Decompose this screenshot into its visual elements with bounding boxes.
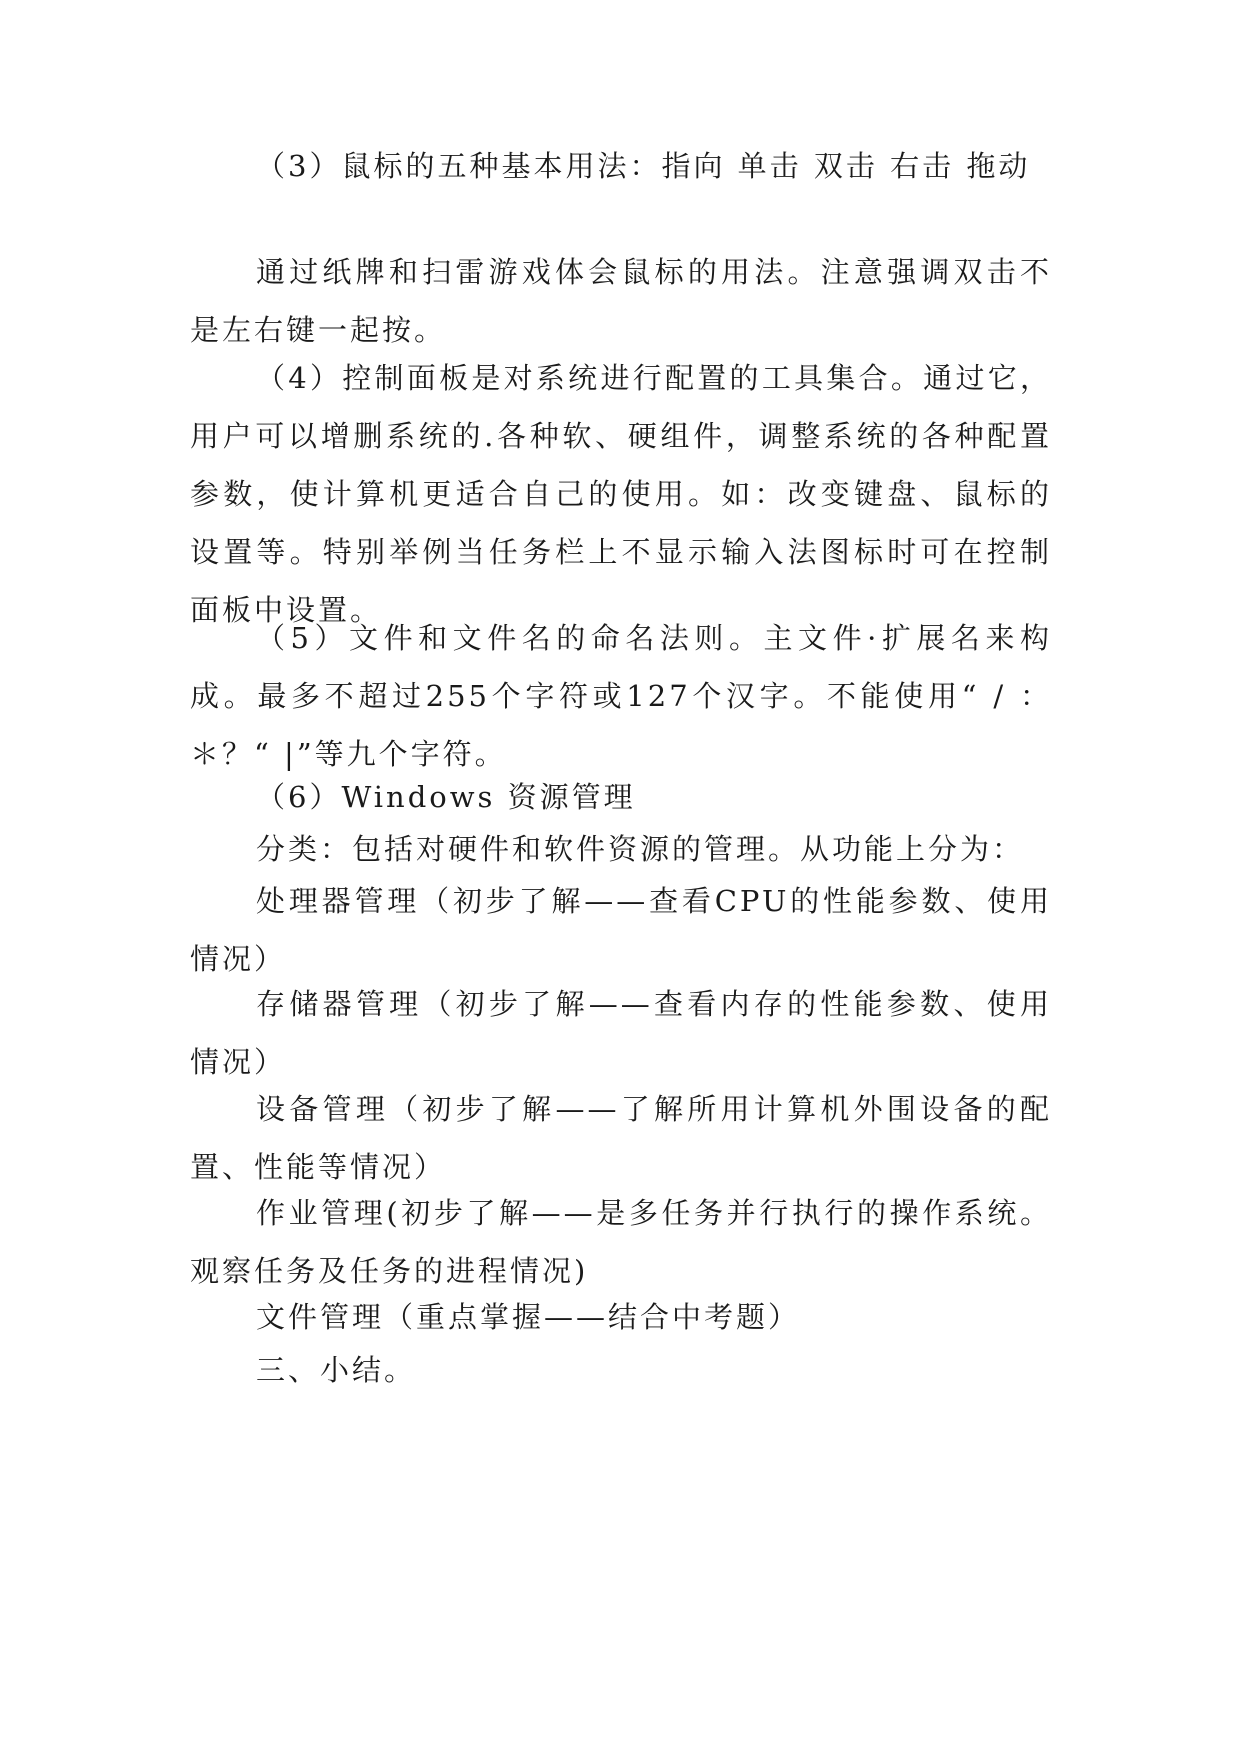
paragraph-device-management: 设备管理（初步了解——了解所用计算机外围设备的配置、性能等情况） (190, 1092, 1052, 1184)
paragraph-summary-heading: 三、小结。 (256, 1353, 417, 1387)
paragraph-mouse-usage: （3）鼠标的五种基本用法：指向 单击 双击 右击 拖动 (256, 149, 1031, 183)
paragraph-processor-management: 处理器管理（初步了解——查看CPU的性能参数、使用情况） (190, 884, 1052, 976)
paragraph-mouse-practice: 通过纸牌和扫雷游戏体会鼠标的用法。注意强调双击不是左右键一起按。 (190, 255, 1052, 347)
paragraph-classification: 分类：包括对硬件和软件资源的管理。从功能上分为： (256, 832, 1025, 866)
paragraph-file-management: 文件管理（重点掌握——结合中考题） (256, 1300, 801, 1334)
paragraph-control-panel: （4）控制面板是对系统进行配置的工具集合。通过它，用户可以增删系统的.各种软、硬组件，调整系统的各种配置参数，使计算机更适合自己的使用。如：改变键盘、鼠标的设置等。特别举例当任务栏上不显示输入法图标时可在控制面板中设置。 (190, 361, 1052, 627)
paragraph-job-management: 作业管理(初步了解——是多任务并行执行的操作系统。观察任务及任务的进程情况) (190, 1196, 1052, 1288)
paragraph-memory-management: 存储器管理（初步了解——查看内存的性能参数、使用情况） (190, 987, 1052, 1079)
paragraph-file-naming: （5）文件和文件名的命名法则。主文件·扩展名来构成。最多不超过255个字符或127个汉字。不能使用“ / ：＊？“ |”等九个字符。 (190, 621, 1052, 771)
paragraph-resource-management: （6）Windows 资源管理 (256, 780, 636, 814)
